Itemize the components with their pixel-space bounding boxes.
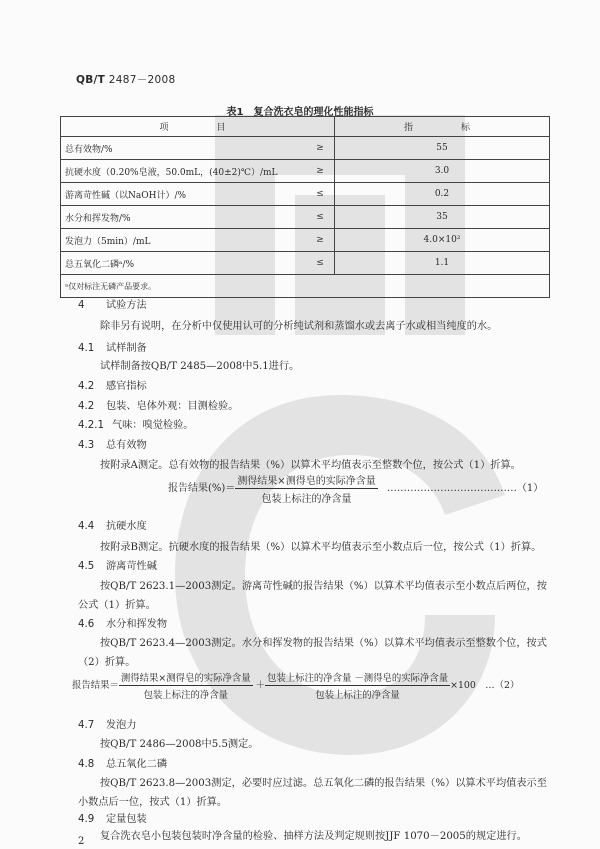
section-4-9-text: 复合洗衣皂小包装包装时净含量的检验、抽样方法及判定规则按JJF 1070－2005的规定进行。	[100, 831, 527, 842]
section-4-5-heading: 4.5 游离苛性碱	[78, 561, 157, 572]
section-4-4-text: 按附录B测定。抗硬水度的报告结果（%）以算术平均值表示至小数点后一位，按公式（1）折算。	[100, 542, 542, 553]
table-row	[61, 252, 550, 275]
row-item: 总五氧化二磷ᵃ/%	[61, 252, 307, 275]
section-4-2-1-item: 4.2.1 气味：嗅觉检验。	[78, 420, 194, 431]
row-item: 游离苛性碱（以NaOH计）/%	[61, 183, 307, 206]
section-4-6-text-1: 按QB/T 2623.4—2003测定。水分和挥发物的报告结果（%）以算术平均值表示至整数个位，按式	[100, 638, 547, 649]
row-item: 抗硬水度（0.20%皂液，50.0mL，(40±2)℃）/mL	[61, 160, 307, 183]
table-note-row	[61, 275, 550, 298]
section-4-7-heading: 4.7 发泡力	[78, 720, 137, 731]
table-row	[61, 160, 550, 183]
section-4-heading: 4 试验方法	[78, 300, 147, 311]
section-4-6-text-2: （2）折算。	[78, 657, 136, 668]
table-footnote: ᵃ仅对标注无磷产品要求。	[61, 275, 550, 298]
section-4-3-heading: 4.3 总有效物	[78, 440, 147, 451]
table-caption: 表1 复合洗衣皂的理化性能指标	[226, 107, 374, 118]
table-row	[61, 206, 550, 229]
section-4-5-text-2: 公式（1）折算。	[78, 600, 156, 611]
row-operator: ≥	[306, 160, 335, 183]
section-4-8-heading: 4.8 总五氧化二磷	[78, 759, 168, 770]
row-operator: ≥	[306, 137, 335, 160]
row-operator: ≤	[306, 183, 335, 206]
section-4-8-text-1: 按QB/T 2623.8—2003测定，必要时应过滤。总五氧化二磷的报告结果（%）以算术平均值表示至	[100, 778, 547, 789]
row-item: 水分和挥发物/%	[61, 206, 307, 229]
section-4-2-item: 4.2 包装、皂体外观：目测检验。	[78, 401, 239, 412]
section-4-6-heading: 4.6 水分和挥发物	[78, 619, 168, 630]
table-row	[61, 137, 550, 160]
section-4-2-heading: 4.2 感官指标	[78, 381, 147, 392]
section-4-3-text: 按附录A测定。总有效物的报告结果（%）以算术平均值表示至整数个位，按公式（1）折算。	[100, 460, 521, 471]
section-4-text: 除非另有说明，在分析中仅使用认可的分析纯试剂和蒸馏水或去离子水或相当纯度的水。	[100, 321, 498, 332]
row-value: 4.0×10²	[335, 229, 550, 252]
section-4-1-heading: 4.1 试样制备	[78, 343, 147, 354]
table-row	[61, 229, 550, 252]
row-item: 发泡力（5min）/mL	[61, 229, 307, 252]
row-value: 35	[335, 206, 550, 229]
column-header-value: 指 标	[335, 117, 550, 137]
section-4-9-heading: 4.9 定量包装	[78, 814, 147, 825]
row-value: 3.0	[335, 160, 550, 183]
table-header-row	[61, 117, 550, 137]
formula-2: 报告结果＝ $\frac{\text{测得结果×测得皂的实际净含量}}{\text{包装上标注的净含量}}$ ＋ $\frac{\text{包装上标注的净含量 －测得皂的实际净含量}}{\text{包装上标注的净含量}}$ ×100 …（2）	[72, 670, 519, 701]
section-4-5-text-1: 按QB/T 2623.1—2003测定。游离苛性碱的报告结果（%）以算术平均值表示至小数点后两位，按	[100, 581, 547, 592]
standard-code: QB/T 2487－2008	[76, 74, 176, 86]
column-header-item: 项 目	[61, 117, 335, 137]
row-value: 1.1	[335, 252, 550, 275]
row-operator: ≤	[306, 206, 335, 229]
table-row	[61, 183, 550, 206]
row-value: 0.2	[335, 183, 550, 206]
page-number: 2	[78, 836, 85, 847]
section-4-7-text: 按QB/T 2486—2008中5.5测定。	[100, 739, 259, 750]
row-value: 55	[335, 137, 550, 160]
row-item: 总有效物/%	[61, 137, 307, 160]
formula-1: 报告结果(%)＝ $\frac{\text{测得结果×测得皂的实际净含量}}{\text{包装上标注的净含量}}$ …………………………………（1）	[168, 472, 543, 505]
row-operator: ≥	[306, 229, 335, 252]
section-4-4-heading: 4.4 抗硬水度	[78, 521, 147, 532]
row-operator: ≤	[306, 252, 335, 275]
section-4-8-text-2: 小数点后一位，按式（1）折算。	[78, 797, 228, 808]
spec-table	[60, 116, 550, 298]
section-4-1-text: 试样制备按QB/T 2485—2008中5.1进行。	[100, 361, 300, 372]
